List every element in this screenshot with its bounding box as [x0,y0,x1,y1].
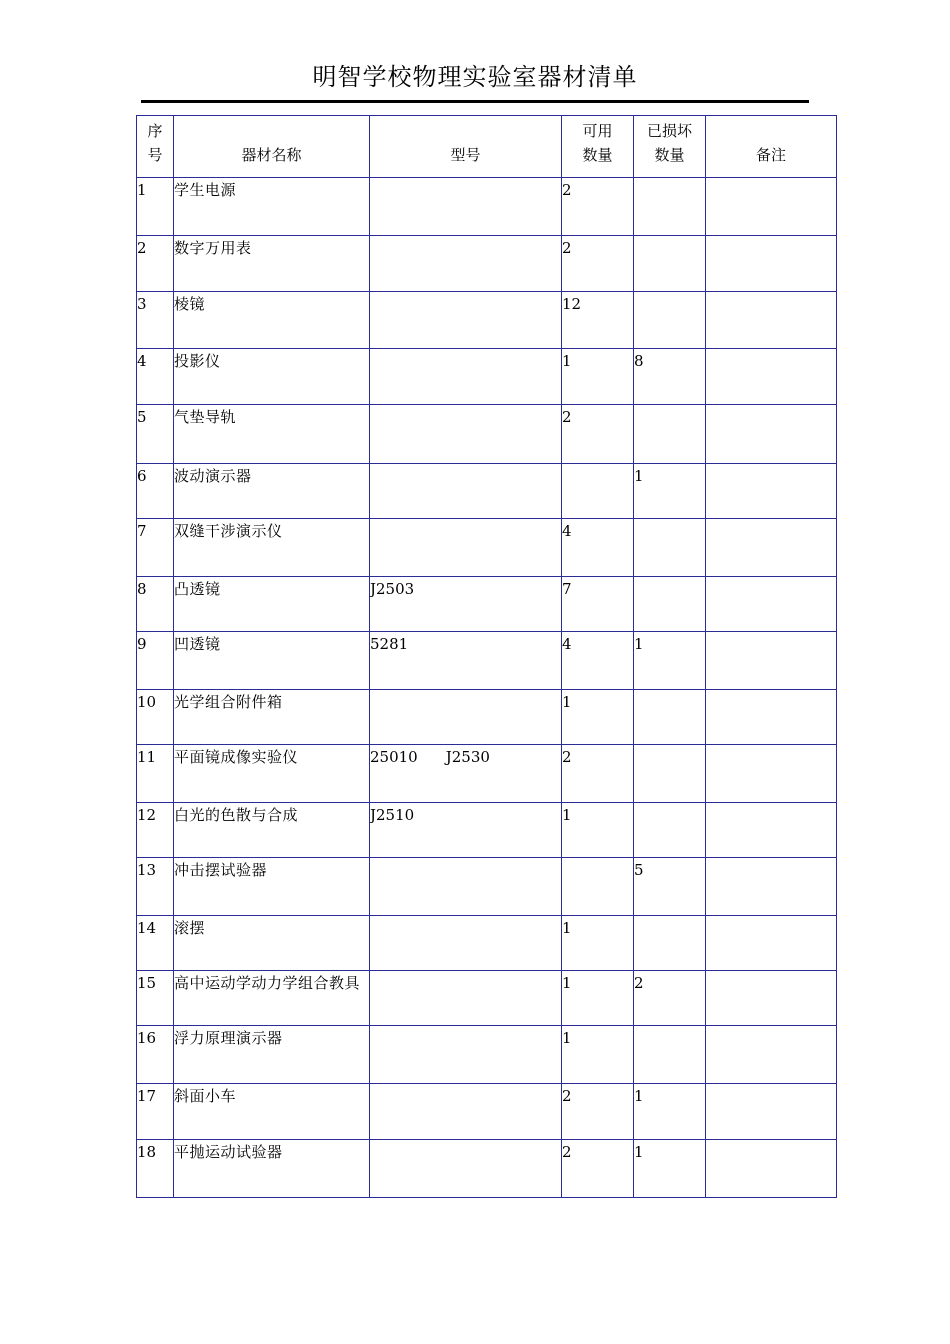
cell-damaged [634,916,706,971]
cell-seq: 9 [137,632,174,690]
cell-available: 1 [562,349,634,405]
table-row [137,236,837,292]
cell-model [370,577,562,632]
cell-model [370,519,562,577]
cell-available: 2 [562,1084,634,1140]
cell-damaged [634,690,706,745]
table-row [137,803,837,858]
cell-damaged [634,178,706,236]
cell-name: 数字万用表 [174,236,370,292]
table-row [137,519,837,577]
table-row [137,178,837,236]
cell-seq: 18 [137,1140,174,1198]
table-body [137,178,837,1198]
cell-remarks [706,577,837,632]
cell-name: 浮力原理演示器 [174,1026,370,1084]
cell-seq: 7 [137,519,174,577]
cell-available [562,464,634,519]
cell-seq: 16 [137,1026,174,1084]
table-row [137,916,837,971]
cell-seq: 1 [137,178,174,236]
table-row [137,690,837,745]
cell-model [370,405,562,464]
cell-model [370,745,562,803]
cell-available: 2 [562,178,634,236]
model-primary: J2503 [370,580,415,598]
cell-seq: 11 [137,745,174,803]
cell-name: 滚摆 [174,916,370,971]
cell-seq: 4 [137,349,174,405]
cell-available: 1 [562,971,634,1026]
cell-model [370,236,562,292]
cell-seq: 12 [137,803,174,858]
cell-model [370,858,562,916]
cell-model [370,1140,562,1198]
cell-name: 双缝干涉演示仪 [174,519,370,577]
cell-name: 棱镜 [174,292,370,349]
model-secondary: J2530 [445,748,490,766]
cell-name: 白光的色散与合成 [174,803,370,858]
cell-name: 平面镜成像实验仪 [174,745,370,803]
cell-seq: 5 [137,405,174,464]
cell-seq: 10 [137,690,174,745]
cell-model [370,916,562,971]
cell-model [370,349,562,405]
cell-damaged: 1 [634,632,706,690]
cell-name: 平抛运动试验器 [174,1140,370,1198]
header-model: 型号 [370,116,562,178]
cell-available: 1 [562,916,634,971]
cell-remarks [706,971,837,1026]
table-row [137,292,837,349]
table-row [137,745,837,803]
table-row [137,971,837,1026]
cell-damaged [634,803,706,858]
cell-remarks [706,745,837,803]
cell-remarks [706,1084,837,1140]
cell-seq: 15 [137,971,174,1026]
cell-damaged: 2 [634,971,706,1026]
cell-remarks [706,803,837,858]
cell-name: 凹透镜 [174,632,370,690]
cell-available: 7 [562,577,634,632]
cell-seq: 6 [137,464,174,519]
cell-name: 波动演示器 [174,464,370,519]
cell-damaged [634,292,706,349]
cell-name: 斜面小车 [174,1084,370,1140]
cell-name: 气垫导轨 [174,405,370,464]
cell-available: 2 [562,405,634,464]
cell-available: 2 [562,1140,634,1198]
title-rule [141,100,809,103]
cell-available: 2 [562,236,634,292]
cell-name: 投影仪 [174,349,370,405]
header-remarks: 备注 [706,116,837,178]
cell-seq: 2 [137,236,174,292]
table-row [137,1084,837,1140]
cell-remarks [706,236,837,292]
cell-damaged [634,236,706,292]
cell-name: 高中运动学动力学组合教具 [174,971,370,1026]
cell-damaged [634,745,706,803]
cell-name: 冲击摆试验器 [174,858,370,916]
cell-model [370,1084,562,1140]
cell-available: 12 [562,292,634,349]
cell-remarks [706,1026,837,1084]
header-available: 可用 数量 [562,116,634,178]
cell-remarks [706,1140,837,1198]
model-primary: 25010 [370,748,418,766]
cell-remarks [706,858,837,916]
cell-model [370,971,562,1026]
cell-remarks [706,916,837,971]
table-row [137,349,837,405]
table-row [137,1026,837,1084]
cell-remarks [706,690,837,745]
cell-damaged: 5 [634,858,706,916]
cell-name: 凸透镜 [174,577,370,632]
cell-model [370,292,562,349]
inventory-table [136,115,837,1198]
cell-seq: 3 [137,292,174,349]
cell-seq: 14 [137,916,174,971]
table-row [137,405,837,464]
cell-model [370,632,562,690]
cell-remarks [706,178,837,236]
cell-available [562,858,634,916]
cell-damaged: 8 [634,349,706,405]
header-name: 器材名称 [174,116,370,178]
table-row [137,632,837,690]
header-seq: 序 号 [137,116,174,178]
table-row [137,464,837,519]
cell-seq: 13 [137,858,174,916]
cell-model [370,803,562,858]
model-primary: 5281 [370,635,409,653]
table-header-row [137,116,837,178]
cell-available: 4 [562,632,634,690]
cell-available: 1 [562,803,634,858]
page-title: 明智学校物理实验室器材清单 [312,63,638,91]
cell-remarks [706,632,837,690]
cell-remarks [706,519,837,577]
cell-model [370,690,562,745]
cell-available: 1 [562,690,634,745]
cell-damaged [634,1026,706,1084]
cell-remarks [706,349,837,405]
cell-seq: 8 [137,577,174,632]
table-row [137,1140,837,1198]
model-primary: J2510 [370,806,415,824]
table-row [137,577,837,632]
cell-damaged [634,519,706,577]
cell-available: 4 [562,519,634,577]
table-row [137,858,837,916]
cell-remarks [706,405,837,464]
cell-model [370,464,562,519]
cell-name: 光学组合附件箱 [174,690,370,745]
cell-remarks [706,464,837,519]
cell-model [370,1026,562,1084]
cell-damaged [634,405,706,464]
cell-damaged: 1 [634,1084,706,1140]
cell-damaged: 1 [634,1140,706,1198]
cell-remarks [706,292,837,349]
cell-damaged: 1 [634,464,706,519]
cell-model [370,178,562,236]
header-damaged: 已损坏 数量 [634,116,706,178]
cell-available: 1 [562,1026,634,1084]
cell-name: 学生电源 [174,178,370,236]
cell-available: 2 [562,745,634,803]
cell-seq: 17 [137,1084,174,1140]
cell-damaged [634,577,706,632]
